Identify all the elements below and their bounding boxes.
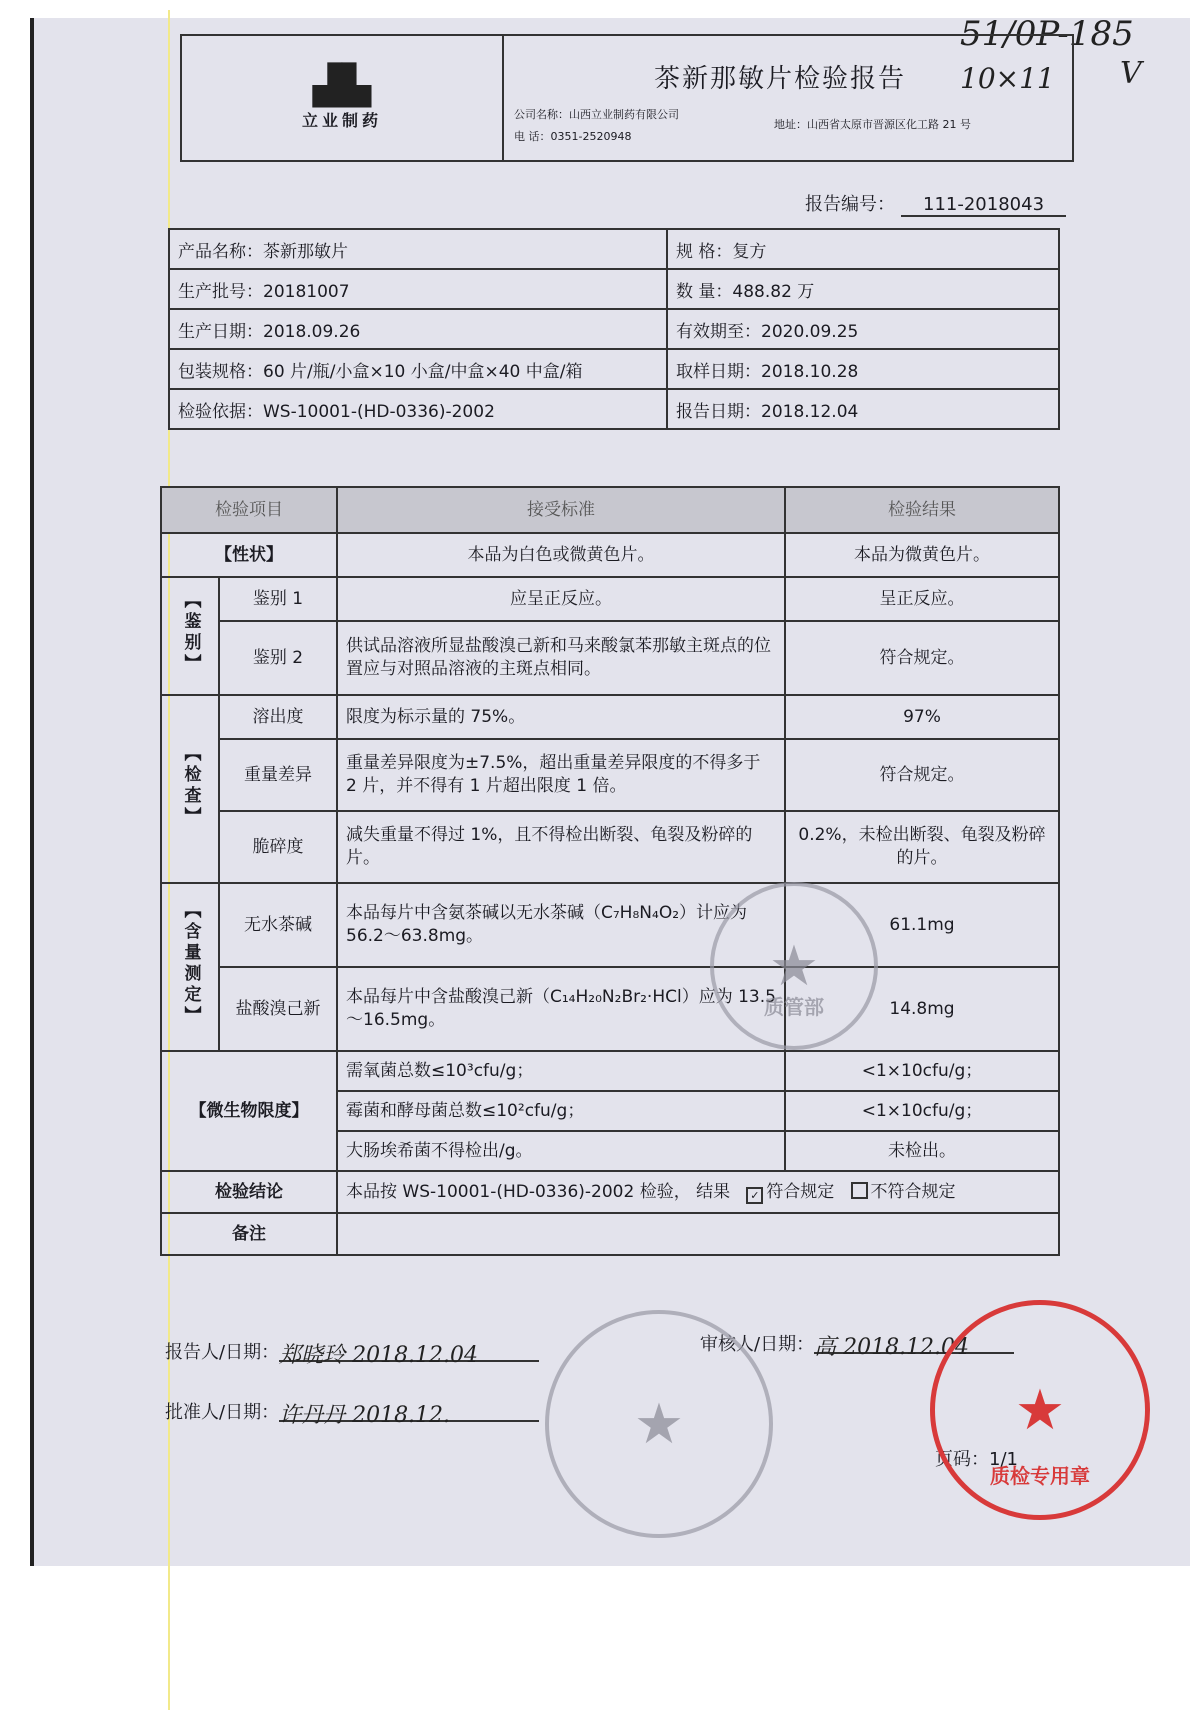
approver-label: 批准人/日期：	[165, 1402, 280, 1423]
report-number	[805, 190, 1066, 217]
checkbox-checked-icon: ✓	[746, 1187, 763, 1204]
reporter-label: 报告人/日期：	[165, 1342, 280, 1363]
table-row	[161, 1051, 1059, 1091]
company-name: 公司名称：山西立业制药有限公司	[514, 108, 679, 121]
conclusion-value	[337, 1171, 1059, 1213]
logo-icon: ▟▙	[312, 62, 372, 107]
header-result: 检验结果	[785, 487, 1059, 533]
inspection-table	[160, 486, 1060, 1256]
row-standard: 本品每片中含氨茶碱以无水茶碱（C₇H₈N₄O₂）计应为 56.2～63.8mg。	[337, 883, 785, 967]
table-row	[161, 621, 1059, 695]
product-spec: 规 格：复方	[667, 229, 1059, 269]
row-result: 14.8mg	[785, 967, 1059, 1051]
star-icon: ★	[633, 1391, 685, 1457]
approver-signature	[165, 1398, 451, 1428]
document-title: 茶新那敏片检验报告	[654, 64, 907, 94]
row-result: <1×10cfu/g；	[785, 1091, 1059, 1131]
page-value: 1/1	[989, 1449, 1018, 1470]
packaging-spec: 包装规格：60 片/瓶/小盒×10 小盒/中盒×40 中盒/箱	[169, 349, 667, 389]
option-nonconform: 不符合规定	[870, 1181, 956, 1202]
remarks-value	[337, 1213, 1059, 1255]
row-standard: 大肠埃希菌不得检出/g。	[337, 1131, 785, 1171]
handwritten-code: 51/0P-185	[960, 14, 1134, 54]
table-row	[161, 883, 1059, 967]
table-row	[161, 967, 1059, 1051]
reporter-value: 郑晓玲 2018.12.04	[279, 1338, 539, 1362]
row-result: 61.1mg	[785, 883, 1059, 967]
grey-stamp-label: 质管部	[764, 995, 824, 1019]
remarks-row	[161, 1213, 1059, 1255]
grey-quality-stamp	[710, 882, 878, 1050]
row-standard: 应呈正反应。	[337, 577, 785, 621]
row-standard: 减失重量不得过 1%，且不得检出断裂、龟裂及粉碎的片。	[337, 811, 785, 883]
row-item: 无水茶碱	[219, 883, 337, 967]
conclusion-label: 检验结论	[161, 1171, 337, 1213]
row-result: 呈正反应。	[785, 577, 1059, 621]
row-result: 符合规定。	[785, 621, 1059, 695]
batch-number: 生产批号：20181007	[169, 269, 667, 309]
appearance-label: 【性状】	[161, 533, 337, 577]
row-standard: 重量差异限度为±7.5%，超出重量差异限度的不得多于 2 片，并不得有 1 片超出限度 1 倍。	[337, 739, 785, 811]
report-number-value: 111-2018043	[901, 194, 1066, 217]
checkbox-empty-icon	[851, 1182, 868, 1199]
row-result: 0.2%，未检出断裂、龟裂及粉碎的片。	[785, 811, 1059, 883]
row-result: 97%	[785, 695, 1059, 739]
product-name: 产品名称：茶新那敏片	[169, 229, 667, 269]
reporter-signature	[165, 1338, 479, 1368]
quantity: 数 量：488.82 万	[667, 269, 1059, 309]
table-row	[161, 811, 1059, 883]
row-item: 重量差异	[219, 739, 337, 811]
red-stamp-label: 质检专用章	[990, 1464, 1090, 1488]
header-standard: 接受标准	[337, 487, 785, 533]
table-row	[161, 695, 1059, 739]
table-row	[161, 533, 1059, 577]
microbial-label: 【微生物限度】	[161, 1051, 337, 1171]
row-standard: 需氧菌总数≤10³cfu/g；	[337, 1051, 785, 1091]
star-icon: ★	[1014, 1377, 1066, 1443]
row-result: 未检出。	[785, 1131, 1059, 1171]
row-standard: 供试品溶液所显盐酸溴己新和马来酸氯苯那敏主斑点的位置应与对照品溶液的主斑点相同。	[337, 621, 785, 695]
report-number-label: 报告编号：	[805, 194, 895, 215]
report-date: 报告日期：2018.12.04	[667, 389, 1059, 429]
row-item: 鉴别 2	[219, 621, 337, 695]
row-item: 盐酸溴己新	[219, 967, 337, 1051]
product-info-table	[168, 228, 1060, 430]
remarks-label: 备注	[161, 1213, 337, 1255]
inspection-group: 【检查】	[161, 695, 219, 883]
table-row	[161, 577, 1059, 621]
table-header-row	[161, 487, 1059, 533]
handwritten-corner-mark: V	[1120, 56, 1142, 91]
conclusion-text: 本品按 WS-10001-(HD-0336)-2002 检验， 结果	[346, 1181, 731, 1202]
row-item: 溶出度	[219, 695, 337, 739]
red-quality-stamp	[930, 1300, 1150, 1520]
row-result: <1×10cfu/g；	[785, 1051, 1059, 1091]
appearance-result: 本品为微黄色片。	[785, 533, 1059, 577]
reviewer-value: 高 2018.12.04	[814, 1330, 1014, 1354]
sampling-date: 取样日期：2018.10.28	[667, 349, 1059, 389]
row-standard: 限度为标示量的 75%。	[337, 695, 785, 739]
header-info	[504, 36, 1072, 160]
row-item: 脆碎度	[219, 811, 337, 883]
page-label: 页码：	[935, 1449, 989, 1470]
logo-text: 立业制药	[301, 110, 382, 130]
company-address: 地址：山西省太原市晋源区化工路 21 号	[774, 118, 971, 131]
table-row	[161, 739, 1059, 811]
approver-value: 许丹丹 2018.12.	[279, 1398, 539, 1422]
row-standard: 霉菌和酵母菌总数≤10²cfu/g；	[337, 1091, 785, 1131]
report-header	[180, 34, 1074, 162]
row-standard: 本品每片中含盐酸溴己新（C₁₄H₂₀N₂Br₂·HCl）应为 13.5～16.5mg。	[337, 967, 785, 1051]
company-phone: 电 话：0351-2520948	[514, 130, 632, 143]
reviewer-label: 审核人/日期：	[700, 1334, 815, 1355]
identification-group: 【鉴别】	[161, 577, 219, 695]
production-date: 生产日期：2018.09.26	[169, 309, 667, 349]
conclusion-row	[161, 1171, 1059, 1213]
grey-company-stamp	[545, 1310, 773, 1538]
row-item: 鉴别 1	[219, 577, 337, 621]
company-logo	[182, 36, 504, 160]
appearance-standard: 本品为白色或微黄色片。	[337, 533, 785, 577]
star-icon: ★	[768, 933, 820, 999]
expiry-date: 有效期至：2020.09.25	[667, 309, 1059, 349]
row-result: 符合规定。	[785, 739, 1059, 811]
handwritten-note: 10×11	[960, 62, 1055, 95]
assay-group: 【含量测定】	[161, 883, 219, 1051]
option-conform: 符合规定	[766, 1181, 835, 1202]
header-item: 检验项目	[161, 487, 337, 533]
inspection-basis: 检验依据：WS-10001-(HD-0336)-2002	[169, 389, 667, 429]
